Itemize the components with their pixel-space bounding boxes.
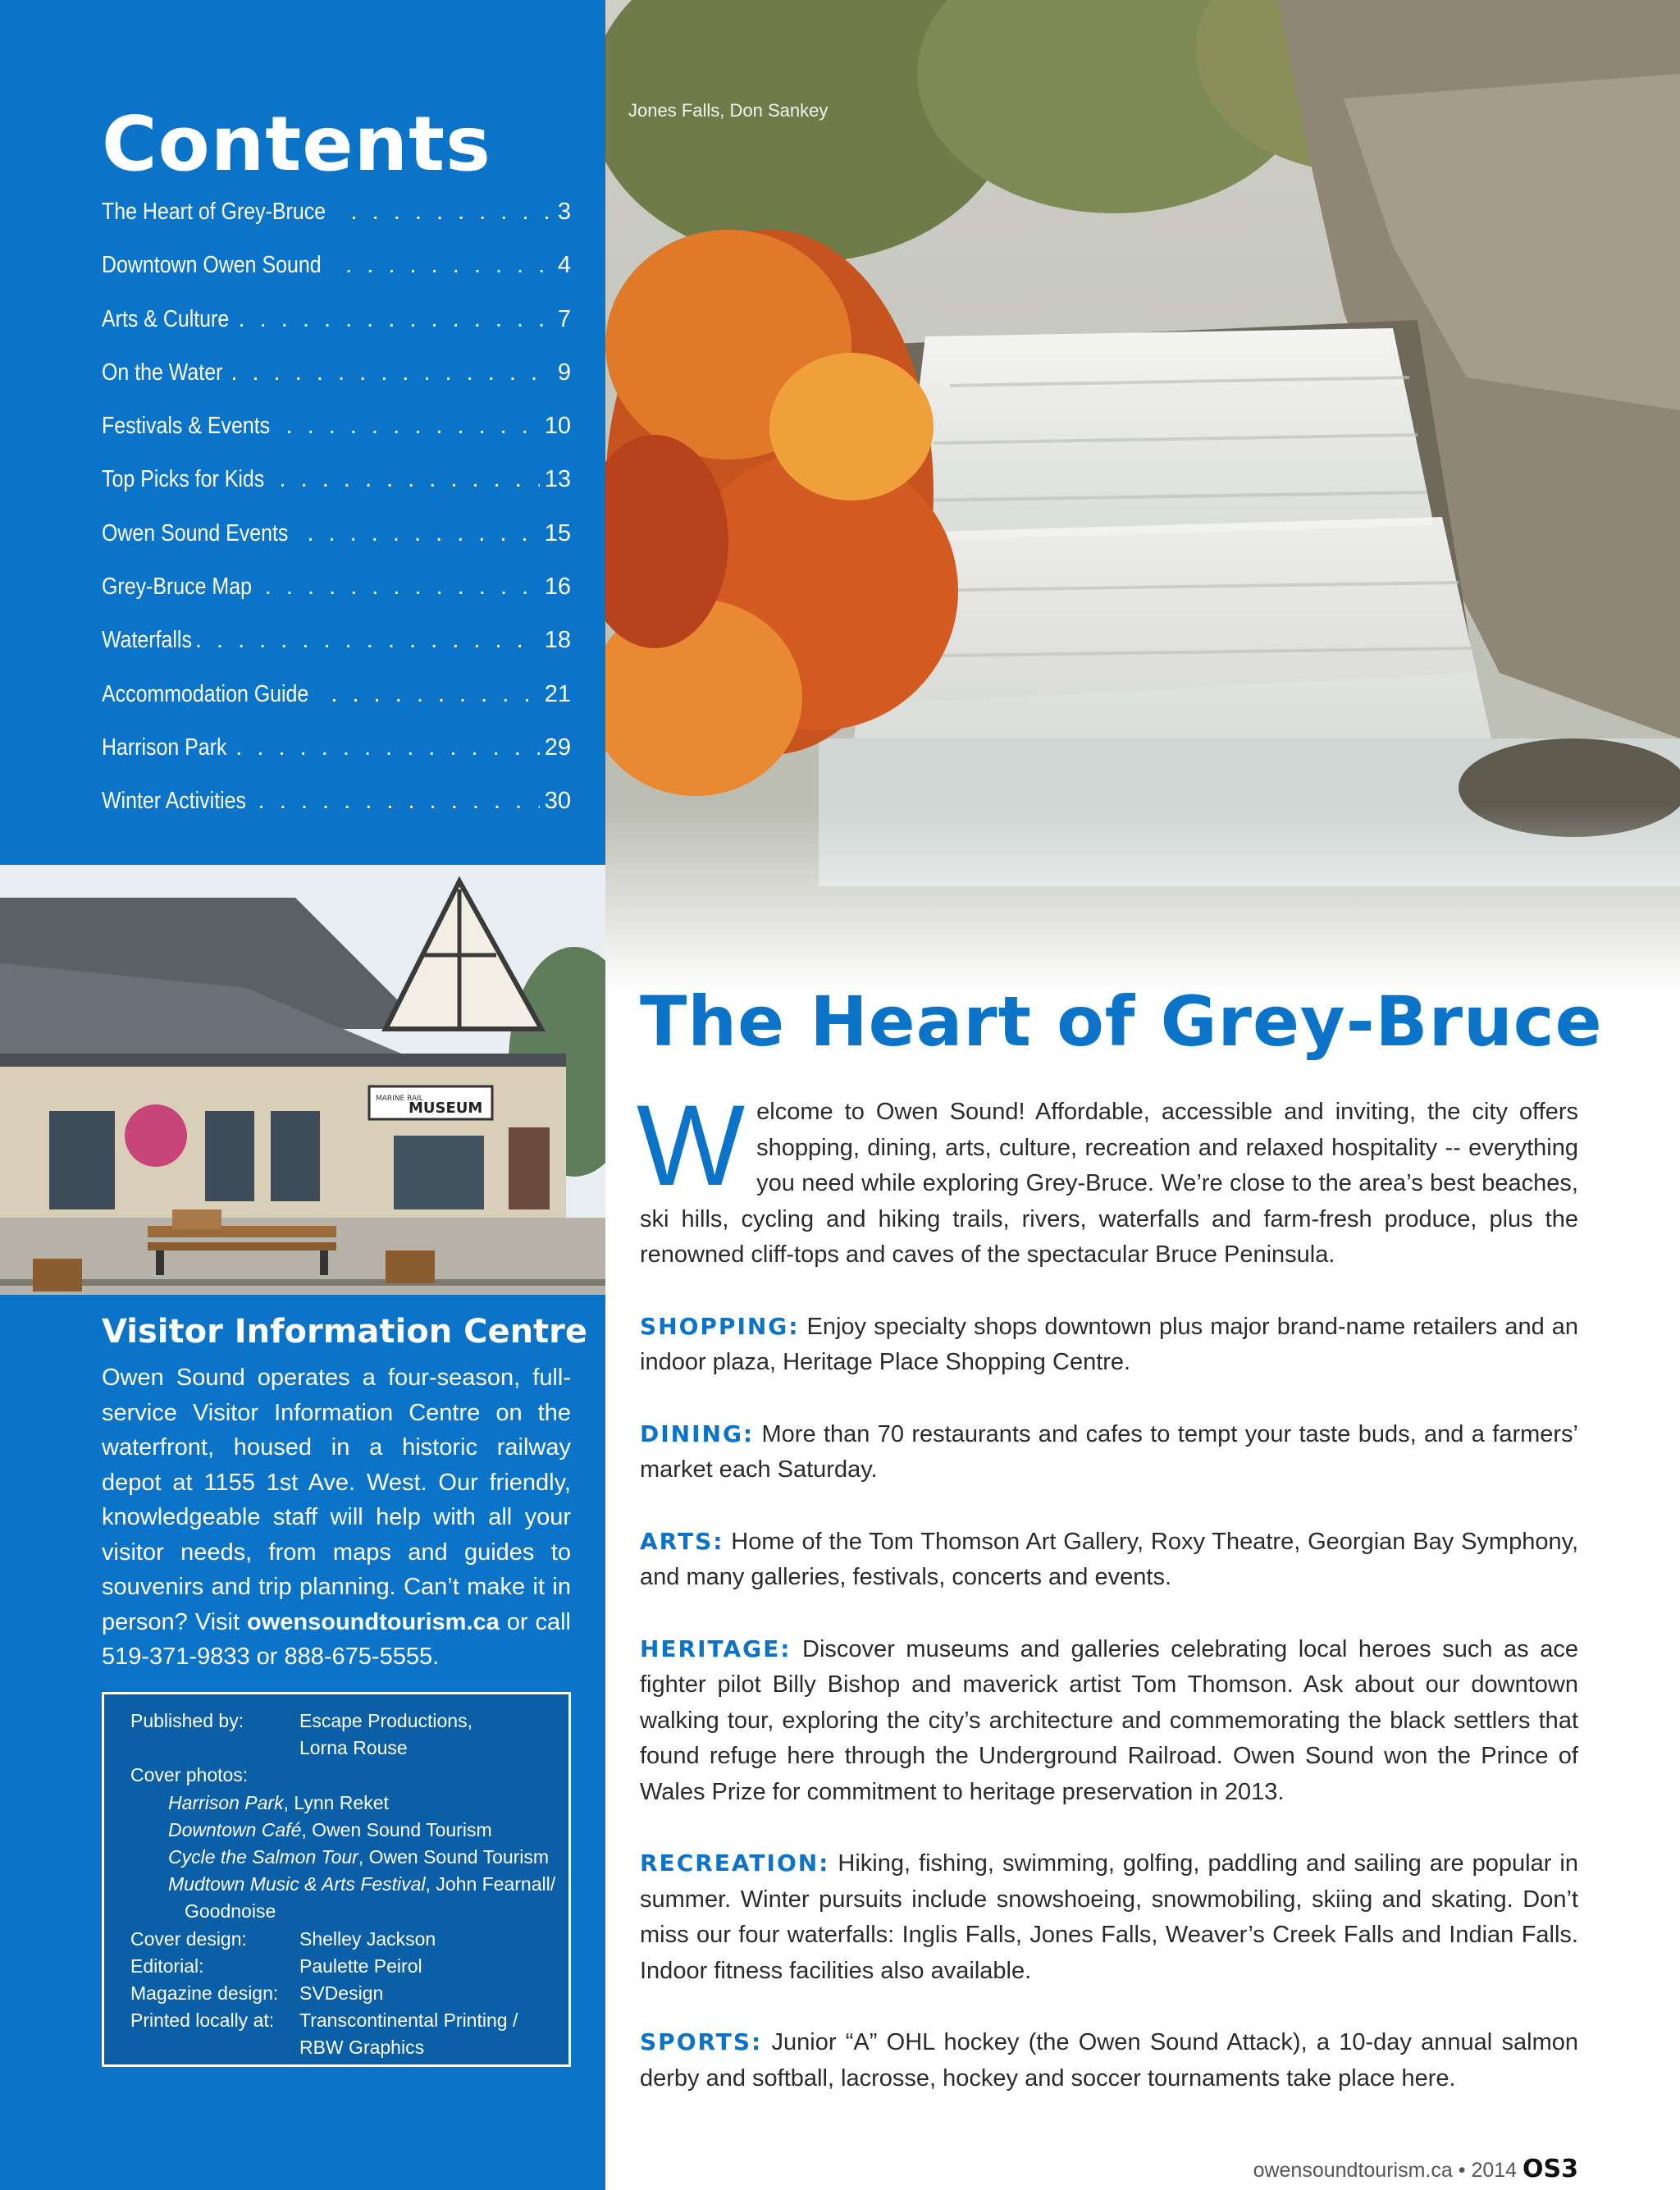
toc-page: 13 <box>544 466 571 493</box>
credits-box <box>102 1692 571 2067</box>
cover-photo-credit: Mudtown Music & Arts Festival, John Fearnall/ <box>168 1873 556 1895</box>
footer-year: 2014 <box>1471 2159 1518 2182</box>
toc-page: 10 <box>544 413 571 440</box>
toc-label: Festivals & Events <box>102 413 271 440</box>
toc-leader <box>345 252 553 279</box>
section-key: DINING: <box>640 1420 755 1447</box>
toc-page: 4 <box>557 252 571 279</box>
visitor-centre-text <box>102 1360 571 1675</box>
toc-item[interactable] <box>102 788 571 841</box>
credit-label: Cover photos: <box>130 1764 249 1786</box>
toc-page: 7 <box>557 305 571 332</box>
photo-credit: Jones Falls, Don Sankey <box>628 100 829 121</box>
toc-leader <box>195 627 540 654</box>
museum-sign-small: MARINE RAIL <box>376 1095 423 1103</box>
credit-value: Lorna Rouse <box>299 1737 408 1759</box>
toc-page: 21 <box>544 680 571 707</box>
toc-item[interactable] <box>102 359 571 413</box>
waterfall-illustration <box>605 0 1680 993</box>
toc-leader <box>231 359 552 386</box>
footer-separator: • <box>1458 2159 1466 2182</box>
toc-leader <box>239 306 553 333</box>
credit-label: Cover design: <box>130 1927 247 1950</box>
section-key: SPORTS: <box>640 2028 763 2055</box>
credit-label: Published by: <box>130 1710 244 1731</box>
website-link[interactable]: owensoundtourism.ca <box>247 1608 500 1635</box>
credit-value: Shelley Jackson <box>299 1927 436 1950</box>
toc-label: Owen Sound Events <box>102 519 289 546</box>
toc-leader <box>235 734 539 761</box>
toc-label: The Heart of Grey-Bruce <box>102 199 326 225</box>
credit-value: RBW Graphics <box>299 2037 425 2059</box>
toc-leader <box>258 788 540 815</box>
toc-leader <box>286 413 540 440</box>
toc-page: 15 <box>544 519 571 546</box>
section-arts <box>640 1524 1578 1596</box>
section-key: ARTS: <box>640 1527 724 1555</box>
credit-value: Paulette Peirol <box>299 1955 422 1977</box>
section-text: Hiking, fishing, swimming, golfing, paddling and sailing are popular in summer. Winter pursuits include snowshoeing, snowmobiling, skiing and skating. Don’t miss our four waterfalls: Inglis Falls, Jones Falls, Weaver’s Creek Falls and Indian Falls. Indoor fitness facilities also available. <box>640 1850 1578 1984</box>
section-text: Discover museums and galleries celebrating local heroes such as ace fighter pilot Billy Bishop and maverick artist Tom Thomson. Ask about our downtown walking tour, exploring the city’s architecture and commemorating the black settlers that found refuge here through the Underground Railroad. Owen Sound won the Prince of Wales Prize for commitment to heritage preservation in 2013. <box>640 1635 1578 1805</box>
cover-photo-credit: Cycle the Salmon Tour, Owen Sound Tourism <box>168 1846 550 1868</box>
section-key: HERITAGE: <box>640 1634 792 1662</box>
article-title: The Heart of Grey-Bruce <box>640 981 1603 1062</box>
toc-label: Harrison Park <box>102 734 227 761</box>
intro-paragraph <box>637 1081 1578 1273</box>
credit-value: Transcontinental Printing / <box>299 2009 518 2032</box>
section-text: Home of the Tom Thomson Art Gallery, Roxy Theatre, Georgian Bay Symphony, and many galleries, festivals, concerts and events. <box>640 1528 1578 1590</box>
cover-photo-credit: Downtown Café, Owen Sound Tourism <box>168 1818 492 1840</box>
toc-leader <box>279 466 539 493</box>
toc-page: 9 <box>557 359 571 386</box>
table-of-contents <box>102 199 571 842</box>
section-sports <box>640 2024 1578 2096</box>
toc-leader <box>265 574 540 601</box>
contents-sidebar <box>0 0 605 2190</box>
visitor-centre-title: Visitor Information Centre <box>102 1313 588 1351</box>
toc-item[interactable] <box>102 574 571 627</box>
museum-illustration <box>0 865 605 1295</box>
toc-item[interactable] <box>102 306 571 359</box>
toc-page: 18 <box>544 627 571 654</box>
section-key: RECREATION: <box>640 1849 830 1877</box>
credit-value: Escape Productions, <box>299 1710 472 1731</box>
intro-text: elcome to Owen Sound! Affordable, accessible and inviting, the city offers shopping, dining, arts, culture, recreation and relaxed hospitality -- everything you need while exploring Grey-Bruce. We’re close to the area’s best beaches, ski hills, cycling and hiking trails, rivers, waterfalls and farm-fresh produce, plus the renowned cliff-tops and caves of the spectacular Bruce Peninsula. <box>640 1099 1578 1268</box>
toc-item[interactable] <box>102 627 571 680</box>
footer-site[interactable]: owensoundtourism.ca <box>1253 2159 1453 2182</box>
credit-value: SVDesign <box>299 1982 384 2005</box>
waterfall-photo <box>605 0 1680 993</box>
toc-item[interactable] <box>102 199 571 252</box>
toc-label: On the Water <box>102 359 223 386</box>
section-text: Junior “A” OHL hockey (the Owen Sound Attack), a 10-day annual salmon derby and softball, lacrosse, hockey and soccer tournaments take place here. <box>640 2029 1578 2092</box>
toc-item[interactable] <box>102 252 571 305</box>
toc-label: Arts & Culture <box>102 305 230 332</box>
toc-item[interactable] <box>102 734 571 788</box>
museum-photo <box>0 865 605 1295</box>
visitor-text-before: Owen Sound operates a four-season, full-service Visitor Information Centre on the waterfront, housed in a historic railway depot at 1155 1st Ave. West. Our friendly, knowledgeable staff will help with all your visitor needs, from maps and guides to souvenirs and trip planning. Can’t make it in person? Visit <box>102 1365 571 1635</box>
museum-sign-big: MUSEUM <box>409 1100 483 1117</box>
toc-item[interactable] <box>102 681 571 734</box>
credit-label: Printed locally at: <box>130 2009 275 2032</box>
section-text: Enjoy specialty shops downtown plus major brand-name retailers and an indoor plaza, Heritage Place Shopping Centre. <box>640 1313 1578 1375</box>
toc-leader <box>351 199 553 226</box>
toc-leader <box>331 681 539 708</box>
section-text: More than 70 restaurants and cafes to tempt your taste buds, and a farmers’ market each Saturday. <box>640 1420 1579 1483</box>
credit-label: Magazine design: <box>130 1982 279 2005</box>
toc-leader <box>307 520 539 547</box>
toc-label: Top Picks for Kids <box>102 466 265 493</box>
toc-page: 30 <box>544 788 571 815</box>
visitor-text-after: or call 519-371-9833 or 888-675-5555. <box>102 1608 571 1670</box>
cover-photo-credit-cont: Goodnoise <box>185 1900 276 1923</box>
toc-item[interactable] <box>102 466 571 519</box>
toc-label: Winter Activities <box>102 788 247 815</box>
credit-label: Editorial: <box>130 1955 204 1977</box>
toc-page: 29 <box>544 734 571 761</box>
toc-label: Downtown Owen Sound <box>102 252 322 279</box>
section-shopping <box>640 1309 1578 1381</box>
page-number: OS3 <box>1522 2155 1578 2183</box>
section-key: SHOPPING: <box>640 1312 800 1340</box>
toc-item[interactable] <box>102 413 571 466</box>
section-dining <box>640 1416 1578 1488</box>
section-heritage <box>640 1631 1578 1811</box>
article-body <box>637 1081 1579 2096</box>
section-recreation <box>640 1845 1578 1989</box>
page-footer <box>1253 2155 1578 2183</box>
toc-page: 16 <box>544 574 571 601</box>
toc-label: Accommodation Guide <box>102 680 309 707</box>
toc-page: 3 <box>557 199 571 225</box>
cover-photo-credit: Harrison Park, Lynn Reket <box>168 1791 389 1813</box>
toc-item[interactable] <box>102 520 571 574</box>
toc-label: Waterfalls <box>102 627 192 654</box>
drop-cap: W <box>637 1081 746 1209</box>
toc-label: Grey-Bruce Map <box>102 574 252 601</box>
contents-title: Contents <box>102 100 491 188</box>
